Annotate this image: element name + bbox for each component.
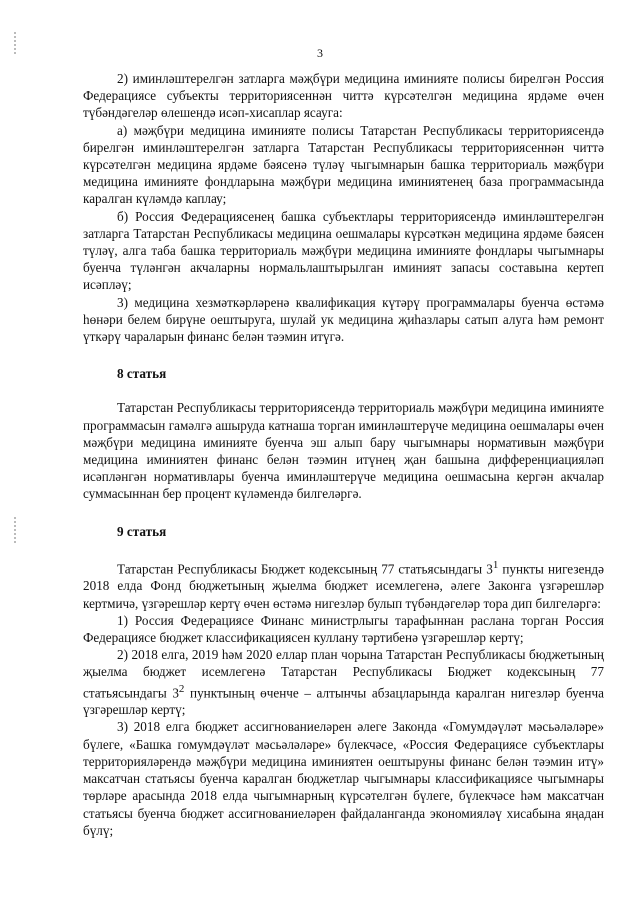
paragraph-item-3: 3) медицина хезмәткәрләренә квалификация күтәрү программалары буенча өстәмә һөнәри белем бирүне оештыруга, шулай ук медицина җиһазлары сатып алуга һәм ремонт үткәрү чараларын финанс белән тәэмин итүгә. (83, 294, 604, 345)
article-9-item-1: 1) Россия Федерациясе Финанс министрлыгы тарафыннан раслана торган Россия Федерациясе бюджет классификациясен куллану тәртибенә үзгәрешләр кертү; (83, 612, 604, 646)
margin-scan-marks-bottom (14, 515, 22, 545)
document-body (83, 70, 604, 839)
article-9-intro: Татарстан Республикасы Бюджет кодексының 77 статьясындагы $3^1$ пункты нигезендә 2018 елда Фонд бюджетының җыелма бюджет исемлегенә, әлеге Законга үзгәрешләр кертмичә, үзгәрешләр кертү өчен өстәмә нигезләр булып түбәндәгеләр тора дип билгеләргә: (83, 558, 604, 611)
article-9-intro-sup: 1 (492, 558, 499, 571)
paragraph-item-2: 2) иминләштерелгән затларга мәҗбүри медицина иминияте полисы бирелгән Россия Федерациясе субъекты территориясеннән читтә күрсәтелгән медицина ярдәме өчен түбәндәгеләр өлешендә исәп-хисаплар ясауга: (83, 71, 604, 121)
article-8-text: Татарстан Республикасы территориясендә территориаль мәҗбүри медицина иминияте программасын гамәлгә ашыруда катнаша торган иминләштерүче медицина оешмалары өчен мәҗбүри медицина иминияте буенча эш алып бару чыгымнары нормативын мәҗбүри медицина иминиятен финанс белән тәэмин итүнең җан башына дифференциацияләп исәпләнгән нормативлары буенча иминләштерүче медицина оешмасына кергән акчалар суммасыннан бер процент күләмендә билгеләргә. (83, 400, 604, 502)
article-8-heading: 8 статья (117, 366, 167, 382)
article-9-item-2-sup: 2 (178, 682, 185, 695)
article-9-heading: 9 статья (117, 523, 167, 539)
article-9-item-2: 2) 2018 елга, 2019 һәм 2020 еллар план чорына Татарстан Республикасы бюджетының җыелма бюджет исемлегенә Татарстан Республикасы Бюджет кодексының 77 статьясындагы $3^2$ пунктының өченче – алтынчы абзацларында каралган нигезләр буенча үзгәрешләр кертү; (83, 647, 604, 718)
article-9-item-3: 3) 2018 елга бюджет ассигнованиеләрен әлеге Законда «Гомумдәүләт мәсьәләләре» бүлеге, «Башка гомумдәүләт мәсьәләләре» бүлекчәсе, «Россия Федерациясе субъектлары территорияләрендә мәҗбүри медицина иминиятен оештыруны финанс белән тәэмин итү» максатчан статьясы буенча каралган бюджетлар чыгымнары классификациясе чыгымнары төрләре арасында 2018 елда чыгымнарның күрсәтелгән бүлеге, бүлекчәсе һәм максатчан статьясы буенча бюджет ассигнованиеләрен файдаланганда экономияләү хисабына яңадан бүлү; (83, 719, 604, 838)
paragraph-subitem-b: б) Россия Федерациясенең башка субъектлары территориясендә иминләштерелгән затларга Татарстан Республикасы медицина оешмалары күрсәткән медицина ярдәме бәясен түләү, алга таба башка территориаль мәҗбүри медицина иминияте фондлары чыгымнары буенча түләнгән акчаларны нормальлаштырылган иминият запасы составына кертеп исәпләү; (83, 208, 604, 293)
paragraph-subitem-a: а) мәҗбүри медицина иминияте полисы Татарстан Республикасы территориясендә бирелгән иминләштерелгән затларга Татарстан Республикасы территориясеннән читтә күрсәтелгән медицина ярдәме бәясенә түләү чыгымнарын башка территориаль мәҗбүри медицина иминияте фондларына мәҗбүри медицина иминиятенең база программасында каралган күләмдә каплау; (83, 122, 604, 207)
page-number: 3 (317, 46, 323, 60)
